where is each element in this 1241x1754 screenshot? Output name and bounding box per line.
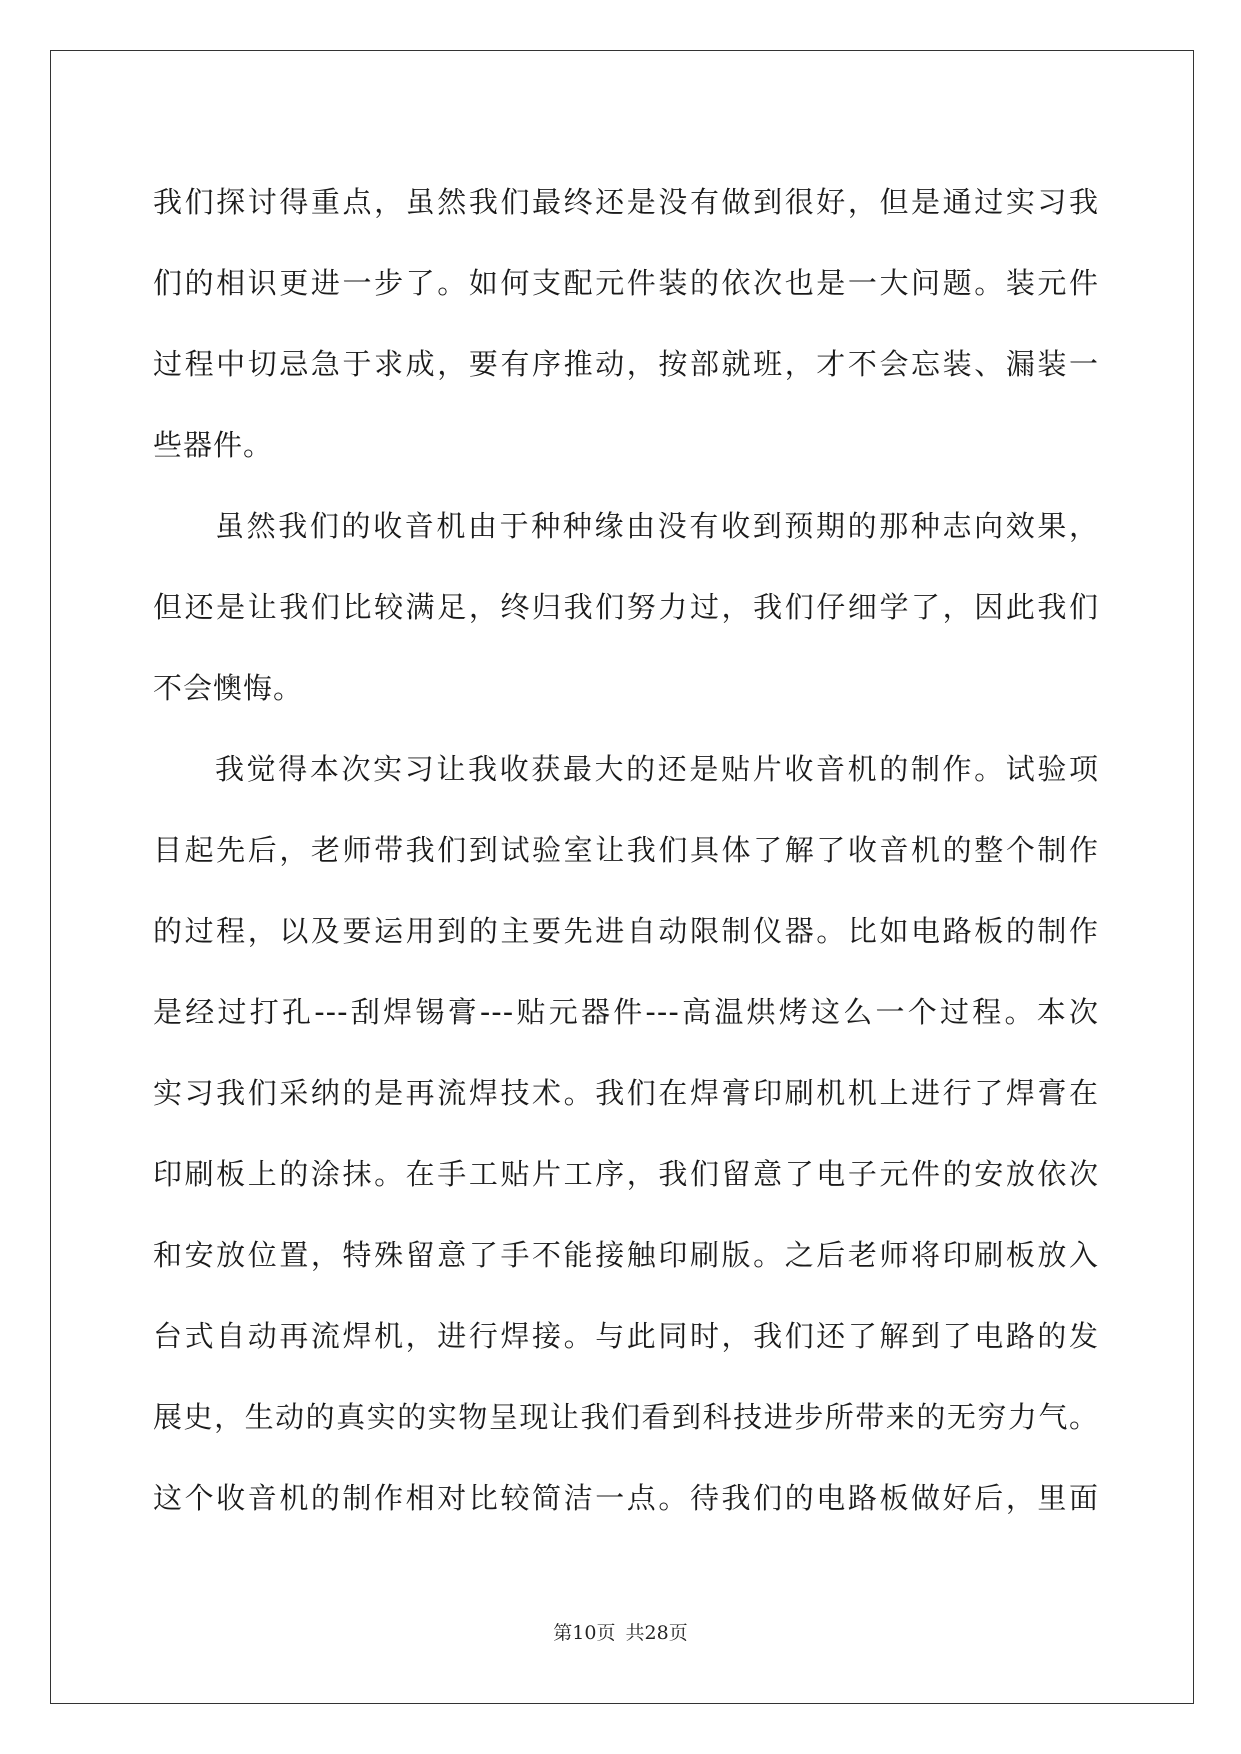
text-line: 印刷板上的涂抹。在手工贴片工序，我们留意了电子元件的安放依次 (153, 1157, 1099, 1191)
text-line: 的过程，以及要运用到的主要先进自动限制仪器。比如电路板的制作 (153, 914, 1099, 948)
text-line: 但还是让我们比较满足，终归我们努力过，我们仔细学了，因此我们 (153, 590, 1099, 624)
text-line: 虽然我们的收音机由于种种缘由没有收到预期的那种志向效果， (215, 509, 1099, 543)
document-body (153, 162, 1099, 1539)
text-line: 们的相识更进一步了。如何支配元件装的依次也是一大问题。装元件 (153, 266, 1099, 300)
text-line: 目起先后，老师带我们到试验室让我们具体了解了收音机的整个制作 (153, 833, 1099, 867)
text-line: 实习我们采纳的是再流焊技术。我们在焊膏印刷机机上进行了焊膏在 (153, 1076, 1099, 1110)
page-number: 第10页 (553, 1622, 616, 1644)
text-line: 不会懊悔。 (153, 671, 304, 705)
page-total: 共28页 (625, 1622, 688, 1644)
text-line: 台式自动再流焊机，进行焊接。与此同时，我们还了解到了电路的发 (153, 1319, 1099, 1353)
text-line: 是经过打孔---刮焊锡膏---贴元器件---高温烘烤这么一个过程。本次 (153, 995, 1099, 1029)
text-line: 和安放位置，特殊留意了手不能接触印刷版。之后老师将印刷板放入 (153, 1238, 1099, 1272)
page-footer (0, 1618, 1241, 1645)
text-line: 这个收音机的制作相对比较简洁一点。待我们的电路板做好后，里面 (153, 1481, 1099, 1515)
text-line: 展史，生动的真实的实物呈现让我们看到科技进步所带来的无穷力气。 (153, 1400, 1099, 1434)
text-line: 过程中切忌急于求成，要有序推动，按部就班，才不会忘装、漏装一 (153, 347, 1099, 381)
text-line: 我们探讨得重点，虽然我们最终还是没有做到很好，但是通过实习我 (153, 185, 1099, 219)
text-line: 些器件。 (153, 428, 274, 462)
text-line: 我觉得本次实习让我收获最大的还是贴片收音机的制作。试验项 (215, 752, 1099, 786)
